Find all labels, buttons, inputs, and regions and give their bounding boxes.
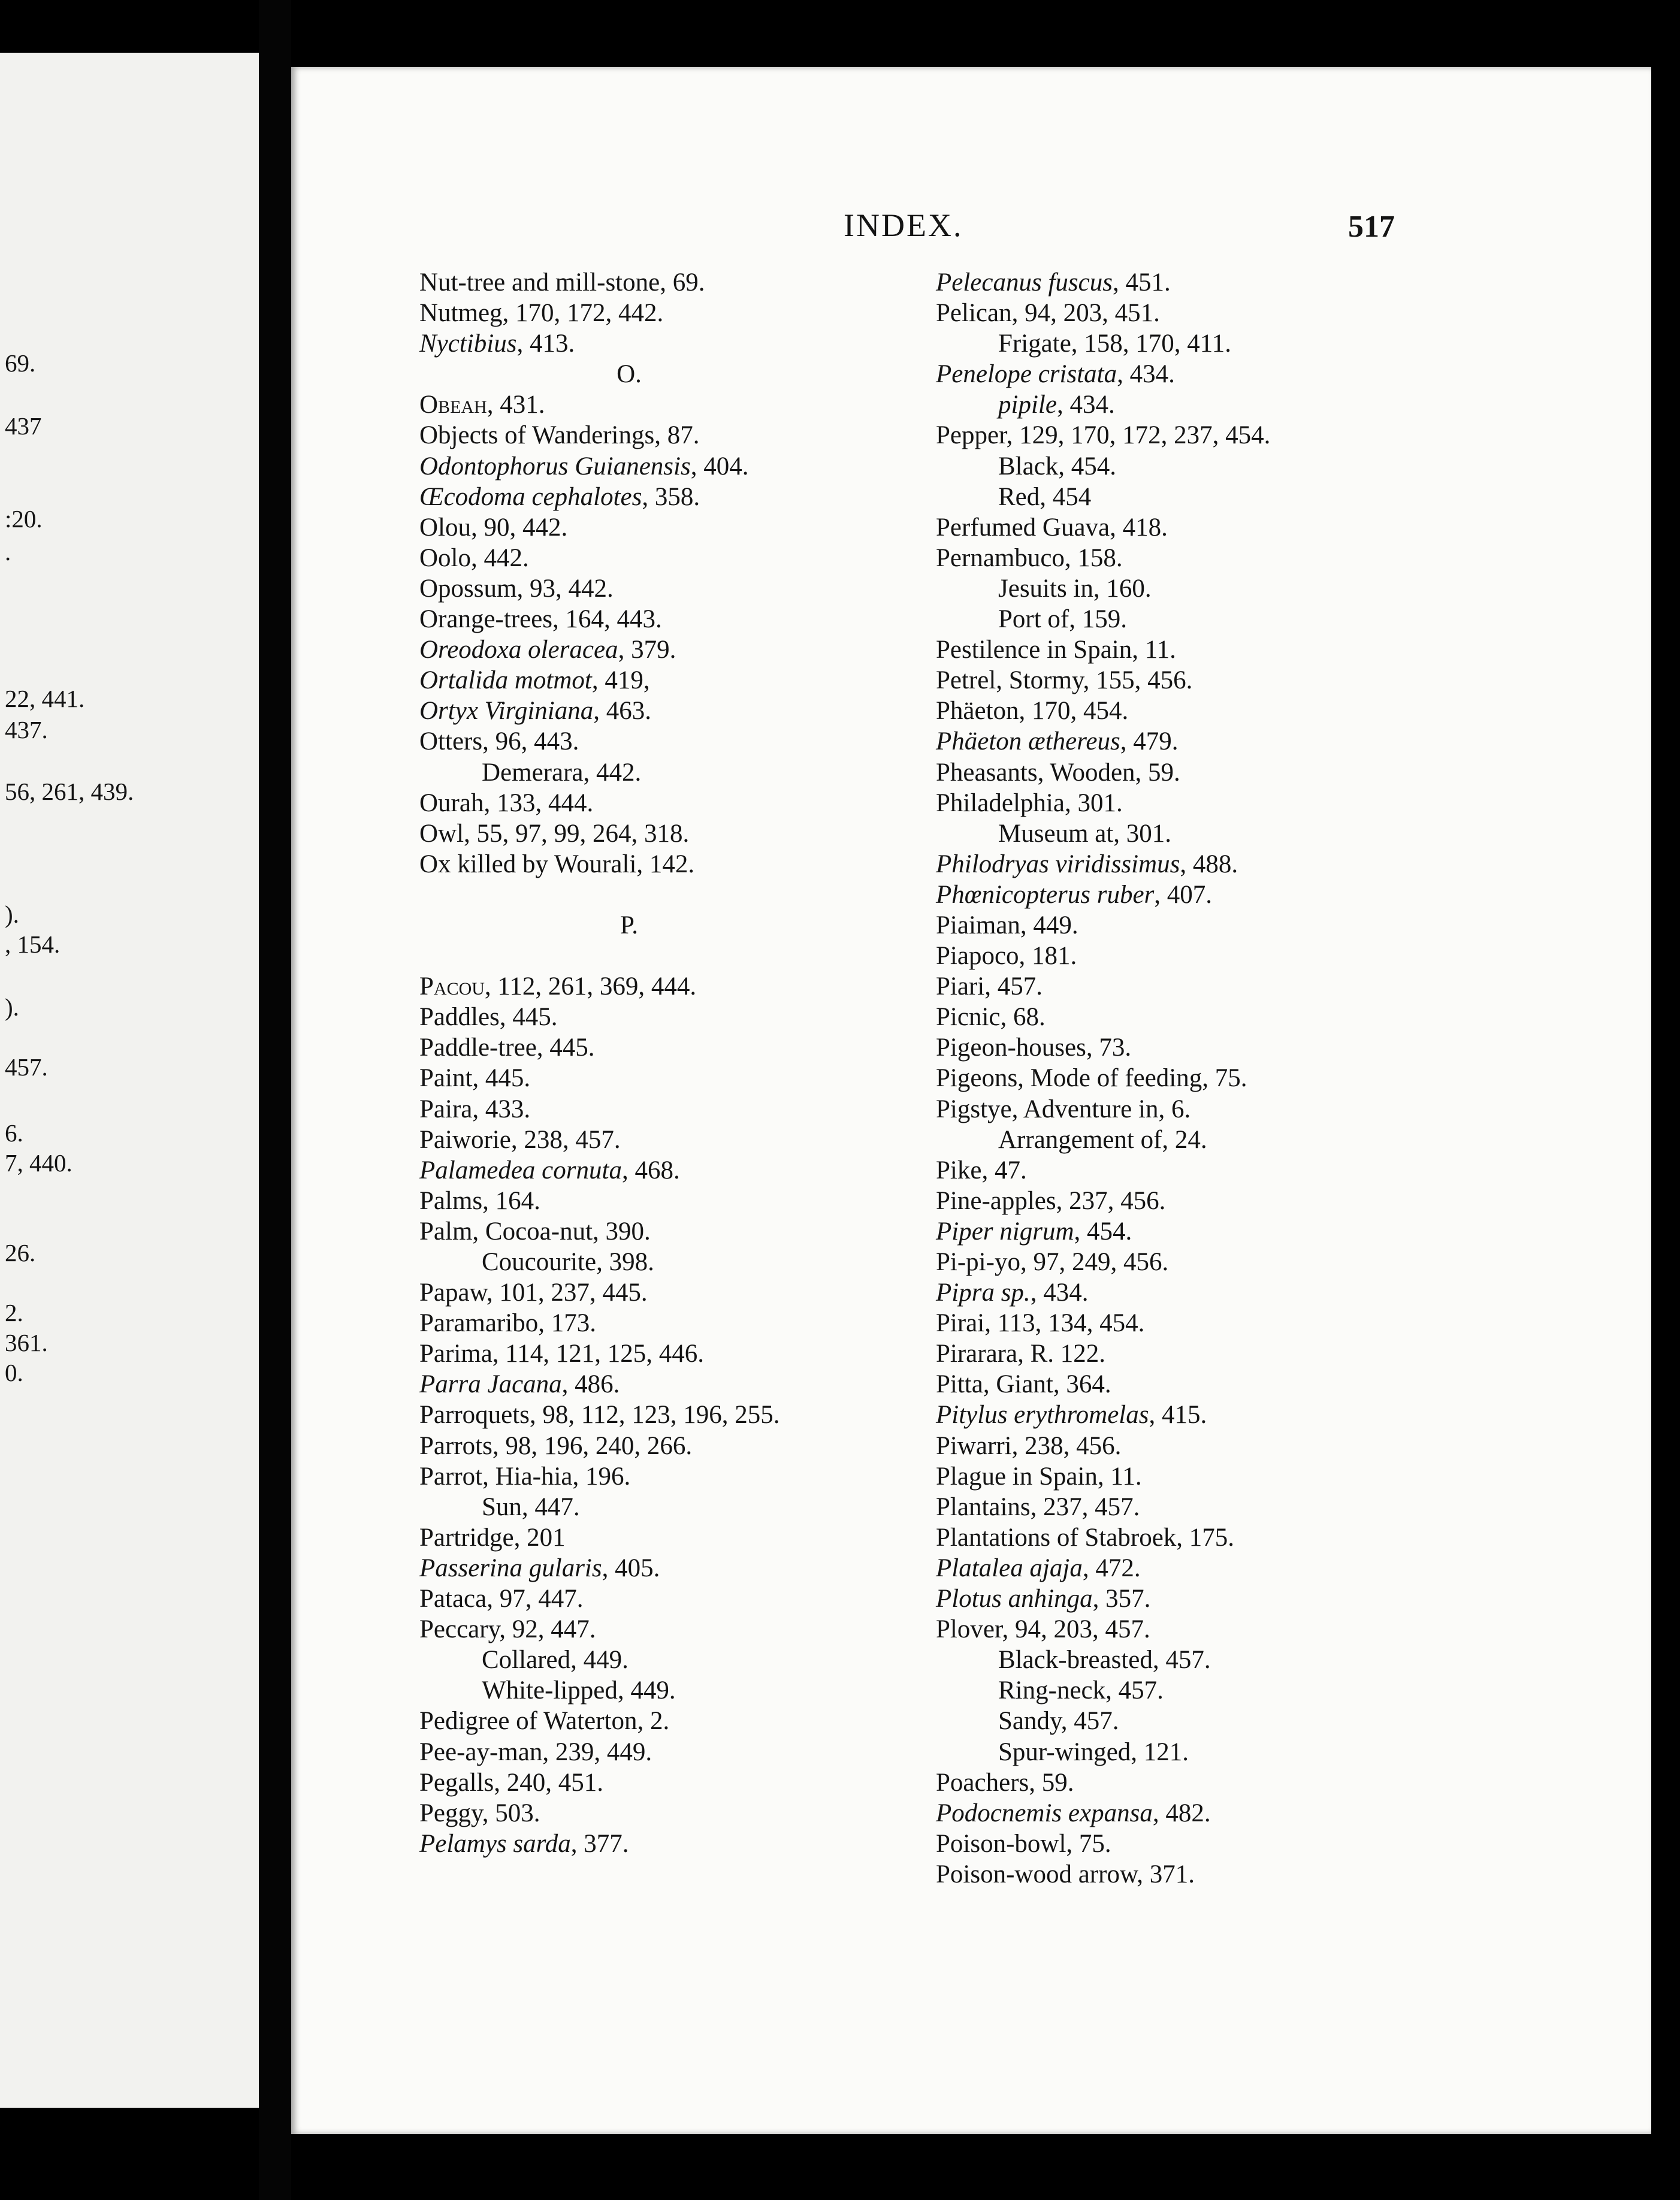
index-entry: Pirarara, R. 122. [936, 1340, 1106, 1368]
index-entry: Palm, Cocoa-nut, 390. [419, 1217, 651, 1246]
scientific-name: Ortyx Virginiana [419, 697, 594, 726]
index-entry: Piaiman, 449. [936, 911, 1078, 939]
scientific-name: Plotus anhinga [936, 1585, 1093, 1613]
index-entry: Plantations of Stabroek, 175. [936, 1523, 1235, 1552]
page-refs: , 482. [1152, 1799, 1211, 1827]
index-entry [936, 267, 1270, 298]
scientific-name: Penelope cristata [936, 360, 1117, 389]
index-entry [419, 665, 839, 696]
index-entry: Poison-bowl, 75. [936, 1829, 1111, 1858]
left-page-fragment: 7, 440. [5, 1149, 72, 1177]
index-column-1 [419, 267, 839, 1859]
index-entry: Parroquets, 98, 112, 123, 196, 255. [419, 1401, 780, 1430]
page-refs: , 377. [570, 1829, 629, 1858]
index-entry: Red, 454 [998, 482, 1092, 511]
index-entry [419, 634, 839, 665]
index-entry: Phäeton, 170, 454. [936, 697, 1129, 726]
scientific-name: Palamedea cornuta [419, 1156, 622, 1184]
index-entry: Opossum, 93, 442. [419, 574, 614, 603]
left-page-fragment: 26. [5, 1239, 36, 1267]
page-refs: , 434. [1030, 1279, 1089, 1307]
index-entry: Coucourite, 398. [482, 1248, 654, 1276]
index-entry [419, 1155, 839, 1186]
index-entry: Nutmeg, 170, 172, 442. [419, 299, 664, 328]
left-page-fragment: 2. [5, 1299, 23, 1326]
left-page-fragment: ). [5, 993, 19, 1021]
scientific-name: Passerina gularis [419, 1554, 602, 1582]
scientific-name: Parra Jacana [419, 1370, 562, 1399]
index-entry: Parrot, Hia-hia, 196. [419, 1462, 631, 1491]
left-page-fragment: 437 [5, 412, 42, 440]
index-entry: Pigstye, Adventure in, 6. [936, 1095, 1191, 1123]
left-page-fragment: 457. [5, 1053, 48, 1081]
page-refs: , 454. [1074, 1217, 1132, 1246]
entry-term: Obeah [419, 391, 487, 419]
index-entry [419, 880, 839, 910]
left-page-fragment: 361. [5, 1329, 48, 1356]
page-header-title: INDEX. [844, 207, 963, 243]
scientific-name: Œcodoma cephalotes [419, 482, 642, 511]
page-refs: , 415. [1149, 1401, 1207, 1430]
index-entry [936, 1400, 1270, 1430]
index-entry: Poachers, 59. [936, 1768, 1074, 1797]
index-entry: Partridge, 201 [419, 1523, 566, 1552]
index-entry [936, 726, 1270, 757]
index-entry [419, 1369, 839, 1400]
index-entry [936, 1798, 1270, 1829]
index-entry [936, 1583, 1270, 1614]
index-entry: Black, 454. [998, 452, 1117, 481]
index-entry: Philadelphia, 301. [936, 788, 1123, 817]
index-entry: Paira, 433. [419, 1095, 531, 1123]
scientific-name: Pitylus erythromelas [936, 1401, 1149, 1430]
left-page-fragment: :20. [5, 505, 43, 533]
index-entry [936, 1216, 1270, 1247]
index-entry: Papaw, 101, 237, 445. [419, 1279, 648, 1307]
page-refs: , 451. [1112, 268, 1171, 297]
index-entry [936, 359, 1270, 389]
page-refs: , 419, [591, 666, 650, 695]
page-refs: , 468. [621, 1156, 680, 1184]
index-entry: Frigate, 158, 170, 411. [998, 330, 1231, 358]
index-entry: Perfumed Guava, 418. [936, 513, 1168, 542]
page-refs: , 357. [1092, 1585, 1151, 1613]
index-entry: Ox killed by Wourali, 142. [419, 850, 695, 878]
scientific-name: pipile [998, 391, 1057, 419]
page-refs: , 405. [602, 1554, 660, 1582]
page-refs: , 463. [593, 697, 651, 726]
scientific-name: Nyctibius [419, 330, 517, 358]
scientific-name: Pelecanus fuscus [936, 268, 1113, 297]
left-page-fragment: 56, 261, 439. [5, 778, 134, 805]
index-entry: Sandy, 457. [998, 1707, 1119, 1736]
index-entry: Ourah, 133, 444. [419, 788, 594, 817]
scientific-name: Piper nigrum [936, 1217, 1074, 1246]
index-entry: Piari, 457. [936, 972, 1043, 1001]
index-entry [936, 389, 1270, 420]
index-entry: Plague in Spain, 11. [936, 1462, 1142, 1491]
index-entry: Port of, 159. [998, 605, 1127, 634]
index-entry: Plantains, 237, 457. [936, 1492, 1140, 1521]
index-entry: Pheasants, Wooden, 59. [936, 758, 1180, 787]
index-entry: Pernambuco, 158. [936, 543, 1123, 572]
index-entry [419, 389, 839, 420]
page-refs: , 407. [1154, 880, 1213, 909]
index-entry: Museum at, 301. [998, 819, 1172, 848]
index-entry: Demerara, 442. [482, 758, 642, 787]
section-heading: O. [617, 360, 642, 389]
index-entry [936, 849, 1270, 880]
page-refs: , 488. [1180, 850, 1238, 878]
page-refs: , 431. [487, 391, 545, 419]
left-page-fragment: 437. [5, 716, 48, 744]
index-entry: Parrots, 98, 196, 240, 266. [419, 1431, 693, 1460]
index-entry: Piwarri, 238, 456. [936, 1431, 1122, 1460]
left-page-fragment: , 154. [5, 930, 61, 958]
index-entry: Pirai, 113, 134, 454. [936, 1309, 1145, 1338]
index-entry: Paiworie, 238, 457. [419, 1125, 621, 1154]
index-entry: Pine-apples, 237, 456. [936, 1186, 1166, 1215]
index-entry: Nut-tree and mill-stone, 69. [419, 268, 705, 297]
index-entry: White-lipped, 449. [482, 1676, 676, 1705]
index-entry [419, 482, 839, 512]
index-entry: Pee-ay-man, 239, 449. [419, 1737, 652, 1766]
page-number: 517 [1348, 210, 1395, 244]
page-refs: , 434. [1056, 391, 1115, 419]
scientific-name: Podocnemis expansa [936, 1799, 1153, 1827]
index-entry [419, 941, 839, 971]
index-entry: Orange-trees, 164, 443. [419, 605, 662, 634]
index-entry: Sun, 447. [482, 1492, 580, 1521]
entry-term: Pacou [419, 972, 485, 1001]
index-entry: Otters, 96, 443. [419, 727, 579, 756]
index-entry: Pegalls, 240, 451. [419, 1768, 603, 1797]
index-entry: Parima, 114, 121, 125, 446. [419, 1340, 704, 1368]
scientific-name: Platalea ajaja [936, 1554, 1083, 1582]
index-entry: Spur-winged, 121. [998, 1737, 1189, 1766]
page-refs: , 472. [1082, 1554, 1141, 1582]
index-entry: Black-breasted, 457. [998, 1646, 1211, 1675]
index-entry: Collared, 449. [482, 1646, 629, 1675]
index-entry [419, 696, 839, 726]
page-refs: , 434. [1117, 360, 1175, 389]
scientific-name: Phäeton æthereus [936, 727, 1120, 756]
index-entry: Ring-neck, 457. [998, 1676, 1164, 1705]
scientific-name: Pelamys sarda [419, 1829, 571, 1858]
left-page-fragment: 0. [5, 1359, 23, 1386]
index-entry: Paint, 445. [419, 1064, 531, 1093]
index-entry: Plover, 94, 203, 457. [936, 1615, 1150, 1644]
page-refs: , 404. [690, 452, 749, 481]
index-entry: Pitta, Giant, 364. [936, 1370, 1111, 1399]
left-page-edge [0, 53, 259, 2108]
page-refs: , 379. [618, 636, 676, 664]
book-gutter [259, 0, 291, 2200]
index-entry [936, 880, 1270, 910]
left-page-fragment: 22, 441. [5, 685, 85, 712]
left-page-fragment: 6. [5, 1119, 23, 1147]
index-column-2 [936, 267, 1270, 1890]
page-refs: , 358. [642, 482, 700, 511]
page-refs: , 112, 261, 369, 444. [484, 972, 697, 1001]
scientific-name: Oreodoxa oleracea [419, 636, 618, 664]
index-entry: Poison-wood arrow, 371. [936, 1860, 1195, 1888]
index-entry: Pelican, 94, 203, 451. [936, 299, 1160, 328]
index-entry: Paddles, 445. [419, 1003, 558, 1032]
index-entry [936, 1553, 1270, 1583]
scientific-name: Ortalida motmot [419, 666, 592, 695]
scientific-name: Phœnicopterus ruber [936, 880, 1155, 909]
index-entry: Pike, 47. [936, 1156, 1027, 1184]
index-entry: Owl, 55, 97, 99, 264, 318. [419, 819, 690, 848]
index-entry: Olou, 90, 442. [419, 513, 568, 542]
index-entry [419, 328, 839, 359]
index-entry: Peggy, 503. [419, 1799, 540, 1827]
page-refs: , 479. [1120, 727, 1179, 756]
index-entry: Jesuits in, 160. [998, 574, 1152, 603]
index-entry: Piapoco, 181. [936, 942, 1077, 971]
index-entry: Oolo, 442. [419, 543, 529, 572]
index-entry: Picnic, 68. [936, 1003, 1046, 1032]
index-entry: Peccary, 92, 447. [419, 1615, 596, 1644]
index-entry: Petrel, Stormy, 155, 456. [936, 666, 1193, 695]
index-entry: Paddle-tree, 445. [419, 1033, 595, 1062]
index-entry: Paramaribo, 173. [419, 1309, 596, 1338]
index-entry: Pi-pi-yo, 97, 249, 456. [936, 1248, 1169, 1276]
index-entry: Pataca, 97, 447. [419, 1585, 584, 1613]
page-refs: , 486. [561, 1370, 620, 1399]
index-entry: Pedigree of Waterton, 2. [419, 1707, 670, 1736]
index-entry: Objects of Wanderings, 87. [419, 421, 700, 450]
index-entry [419, 971, 839, 1002]
index-entry [419, 1553, 839, 1583]
page-refs: , 413. [516, 330, 575, 358]
scientific-name: Odontophorus Guianensis [419, 452, 691, 481]
scientific-name: Philodryas viridissimus [936, 850, 1180, 878]
index-entry: Pigeon-houses, 73. [936, 1033, 1132, 1062]
scientific-name: Pipra sp. [936, 1279, 1031, 1307]
index-entry [419, 451, 839, 482]
index-entry: Palms, 164. [419, 1186, 540, 1215]
left-page-fragment: . [5, 538, 11, 566]
index-entry: Pigeons, Mode of feeding, 75. [936, 1064, 1247, 1093]
left-page-fragment: ). [5, 900, 19, 928]
index-entry: Pestilence in Spain, 11. [936, 636, 1176, 664]
left-page-fragment: 69. [5, 349, 36, 377]
section-heading: P. [620, 911, 638, 939]
index-entry: Pepper, 129, 170, 172, 237, 454. [936, 421, 1271, 450]
index-entry [936, 1277, 1270, 1308]
index-entry: Arrangement of, 24. [998, 1125, 1207, 1154]
index-entry [419, 1829, 839, 1859]
